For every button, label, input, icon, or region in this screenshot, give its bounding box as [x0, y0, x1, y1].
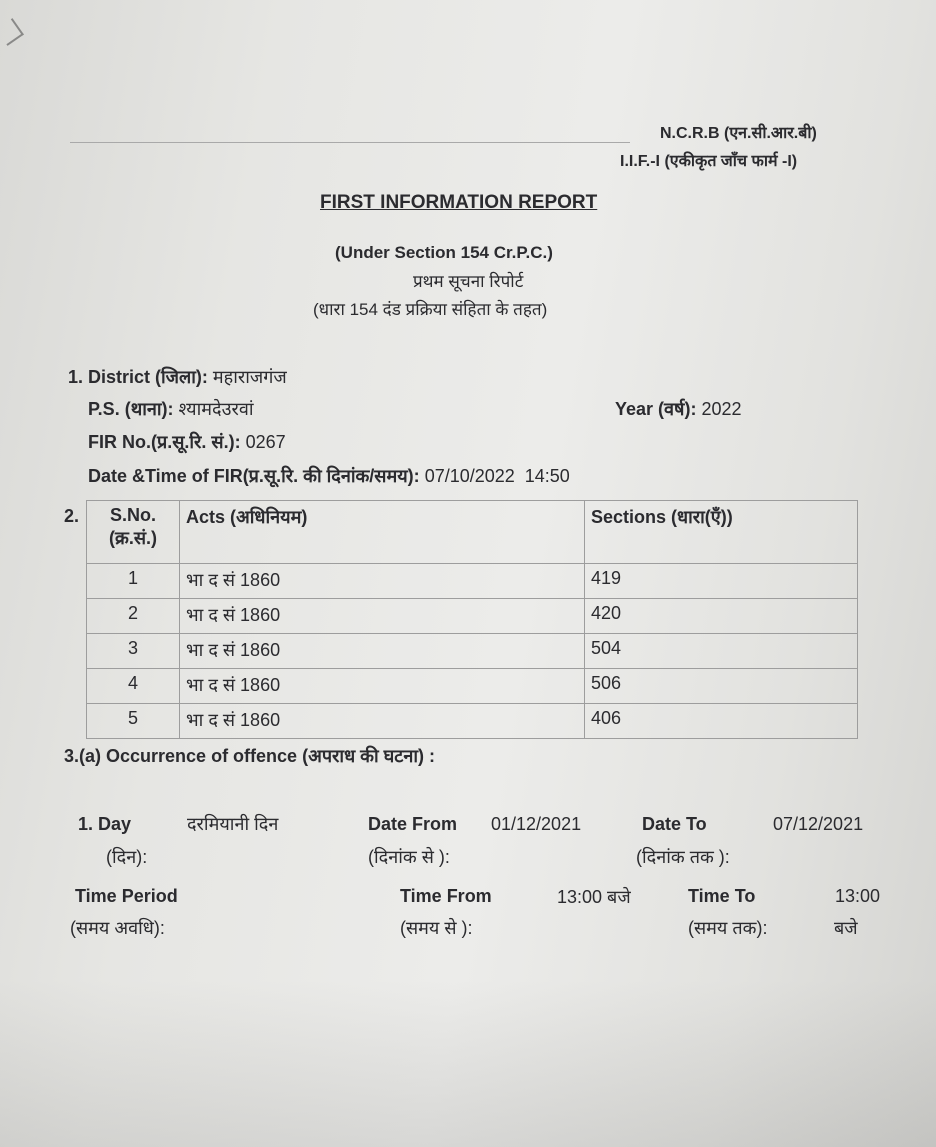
header-acts: Acts (अधिनियम): [180, 501, 585, 564]
day-label: 1. Day: [78, 814, 132, 834]
time-to-label-hindi: (समय तक):: [688, 918, 768, 938]
time-to-label: Time To: [688, 886, 756, 906]
time-from-label: Time From: [400, 886, 492, 906]
ncrb-header: N.C.R.B (एन.सी.आर.बी): [660, 125, 817, 142]
date-to-label: Date To: [642, 814, 707, 834]
row-act: भा द सं 1860: [180, 704, 585, 739]
table-row: [87, 599, 858, 634]
row-sno: 3: [87, 634, 180, 669]
table-row: [87, 704, 858, 739]
ps-label: P.S. (थाना):: [88, 399, 174, 419]
row-act: भा द सं 1860: [180, 599, 585, 634]
district-row: [68, 365, 287, 389]
time-to-value: 13:00: [835, 886, 881, 906]
row-sno: 4: [87, 669, 180, 704]
date-from-label: Date From: [368, 814, 458, 834]
occurrence-heading: 3.(a) Occurrence of offence (अपराध की घटना) :: [64, 746, 435, 766]
iif-header: I.I.F.-I (एकीकृत जाँच फार्म -I): [620, 153, 798, 170]
subtitle-hindi-section: (धारा 154 दंड प्रक्रिया संहिता के तहत): [313, 300, 548, 319]
fir-datetime-row: [88, 464, 570, 488]
table-header-row: [87, 501, 858, 564]
header-sections: Sections (धारा(एँ)): [585, 501, 858, 564]
district-value: महाराजगंज: [212, 367, 287, 387]
time-from-label-hindi: (समय से ):: [400, 918, 473, 938]
table-row: [87, 669, 858, 704]
page-corner-mark: [0, 18, 24, 46]
year-row: [615, 397, 742, 421]
row-sno: 2: [87, 599, 180, 634]
document-title: FIRST INFORMATION REPORT: [320, 192, 598, 213]
page-shadow: [0, 980, 936, 1147]
subtitle-hindi: प्रथम सूचना रिपोर्ट: [413, 272, 524, 291]
row-section: 419: [585, 564, 858, 599]
row-sno: 5: [87, 704, 180, 739]
row-sno: 1: [87, 564, 180, 599]
time-period-label: Time Period: [75, 886, 178, 906]
fir-number-value: 0267: [245, 432, 286, 452]
year-value: 2022: [701, 399, 742, 419]
acts-sections-table: [86, 500, 858, 739]
row-section: 420: [585, 599, 858, 634]
date-from-value: 01/12/2021: [491, 814, 582, 834]
row-section: 406: [585, 704, 858, 739]
row-act: भा द सं 1860: [180, 669, 585, 704]
fir-number-row: [88, 430, 286, 454]
day-label-hindi: (दिन):: [106, 847, 148, 867]
date-to-label-hindi: (दिनांक तक ):: [636, 847, 730, 867]
year-label: Year (वर्ष):: [615, 399, 697, 419]
ps-value: श्यामदेउरवां: [178, 399, 254, 419]
day-value: दरमियानी दिन: [187, 814, 279, 834]
date-from-label-hindi: (दिनांक से ):: [368, 847, 450, 867]
subtitle-english: (Under Section 154 Cr.P.C.): [335, 243, 553, 262]
fir-number-label: FIR No.(प्र.सू.रि. सं.):: [88, 432, 241, 452]
header-sno-hi: (क्र.सं.): [109, 528, 157, 548]
time-to-suffix: बजे: [834, 918, 858, 938]
header-rule: [70, 142, 630, 143]
police-station-row: [88, 397, 254, 421]
table-row: [87, 564, 858, 599]
district-label: 1. District (जिला):: [68, 367, 208, 387]
time-period-label-hindi: (समय अवधि):: [70, 918, 165, 938]
row-act: भा द सं 1860: [180, 564, 585, 599]
time-from-value: 13:00 बजे: [557, 887, 631, 907]
fir-datetime-label: Date &Time of FIR(प्र.सू.रि. की दिनांक/समय):: [88, 466, 420, 486]
row-act: भा द सं 1860: [180, 634, 585, 669]
table-row: [87, 634, 858, 669]
date-to-value: 07/12/2021: [773, 814, 864, 834]
fir-datetime-value: 07/10/2022 14:50: [424, 466, 570, 486]
header-sno: [87, 501, 180, 564]
section-2-number: 2.: [64, 506, 80, 526]
header-sno-en: S.No.: [109, 505, 156, 525]
row-section: 504: [585, 634, 858, 669]
row-section: 506: [585, 669, 858, 704]
